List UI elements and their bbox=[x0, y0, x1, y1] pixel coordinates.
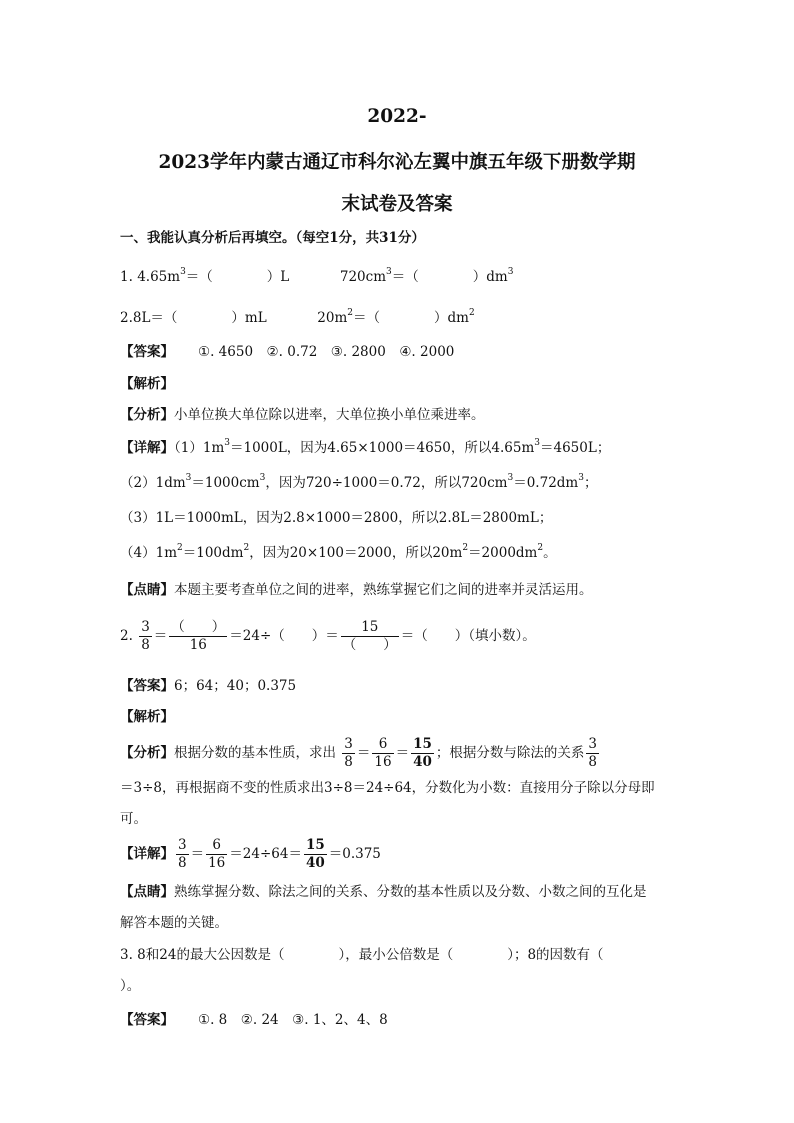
q1-detail-1: 【详解】$(1)1m^3=1000L$，因为4.65×1000＝4650，所以$4.65m^3=4650L$； bbox=[120, 438, 611, 456]
q1-detail-3: （3）1L＝1000mL，因为2.8×1000＝2800，所以2.8L＝2800mL； bbox=[120, 510, 553, 526]
q2-analysis-tag: 【解析】 bbox=[120, 709, 174, 725]
title-line-1: 2022- bbox=[367, 106, 427, 127]
q1-dianjing: 【点睛】本题主要考查单位之间的进率，熟练掌握它们之间的进率并灵活运用。 bbox=[120, 582, 593, 598]
q2-fenxi-2: ＝3÷8，再根据商不变的性质求出3÷8＝24÷64，分数化为小数：直接用分子除以分母即 bbox=[120, 780, 655, 796]
q2-detail: 【详解】 $\frac{3}{8}$ ＝ $\frac{6}{16}$ ＝24÷64＝ $\frac{15}{40}$ ＝0.375 bbox=[120, 837, 381, 871]
q2-answer: 【答案】6；64；40；0.375 bbox=[120, 678, 297, 694]
fraction-15-blank: $\frac{15}{( )}$ bbox=[342, 619, 397, 653]
q2-dianjing-1: 【点睛】熟练掌握分数、除法之间的关系、分数的基本性质以及分数、小数之间的互化是 bbox=[120, 884, 647, 900]
q3-line-2: ）。 bbox=[120, 978, 141, 994]
q1-detail-2: $(2)1dm^3=1000cm^3$，因为720÷1000＝0.72，所以$720cm^3=0.72dm^3$； bbox=[120, 473, 598, 491]
q3-answer: 【答案】 ①. 8 ②. 24 ③. 1、2、4、8 bbox=[120, 1012, 388, 1028]
q1-answer: 【答案】 ①. 4650 ②. 0.72 ③. 2800 ④. 2000 bbox=[120, 344, 455, 360]
q1-fenxi: 【分析】小单位换大单位除以进率，大单位换小单位乘进率。 bbox=[120, 407, 485, 423]
title-line-2: 2023学年内蒙古通辽市科尔沁左翼中旗五年级下册数学期 bbox=[158, 152, 636, 173]
fraction-3-8: $\frac{3}{8}$ bbox=[141, 619, 150, 653]
section-heading: 一、我能认真分析后再填空。（每空1分，共31分） bbox=[120, 230, 425, 246]
q2-question: 2. $\frac{3}{8}$ ＝ $\frac{( )}{16}$ ＝24÷（ ）＝ $\frac{15}{( )}$ ＝（ ）（填小数）。 bbox=[120, 619, 536, 653]
q3-line-1: 3. 8和24的最大公因数是（ ），最小公倍数是（ ）；8的因数有（ bbox=[120, 947, 604, 963]
q1-analysis-tag: 【解析】 bbox=[120, 376, 174, 392]
q2-dianjing-2: 解答本题的关键。 bbox=[120, 915, 228, 931]
fraction-blank-16: $\frac{( )}{16}$ bbox=[171, 619, 226, 653]
q1-line-2: 2.8L＝（ ）mL $20m^2=$（ ）$dm^2$ bbox=[120, 308, 475, 326]
title-line-3: 末试卷及答案 bbox=[341, 194, 453, 215]
q2-fenxi-3: 可。 bbox=[120, 811, 147, 827]
q1-line-1: 1. $4.65m^3=$（ ）L $720cm^3=$（ ）$dm^3$ bbox=[120, 267, 514, 285]
q2-fenxi-1: 【分析】根据分数的基本性质，求出 $\frac{3}{8}$ ＝ $\frac{6}{16}$ ＝ $\frac{15}{40}$ ；根据分数与除法的关系 $\frac{3}{8}$ bbox=[120, 736, 597, 770]
q1-detail-4: $(4)1m^2=100dm^2$，因为20×100＝2000，所以$20m^2=2000dm^2$。 bbox=[120, 543, 557, 561]
